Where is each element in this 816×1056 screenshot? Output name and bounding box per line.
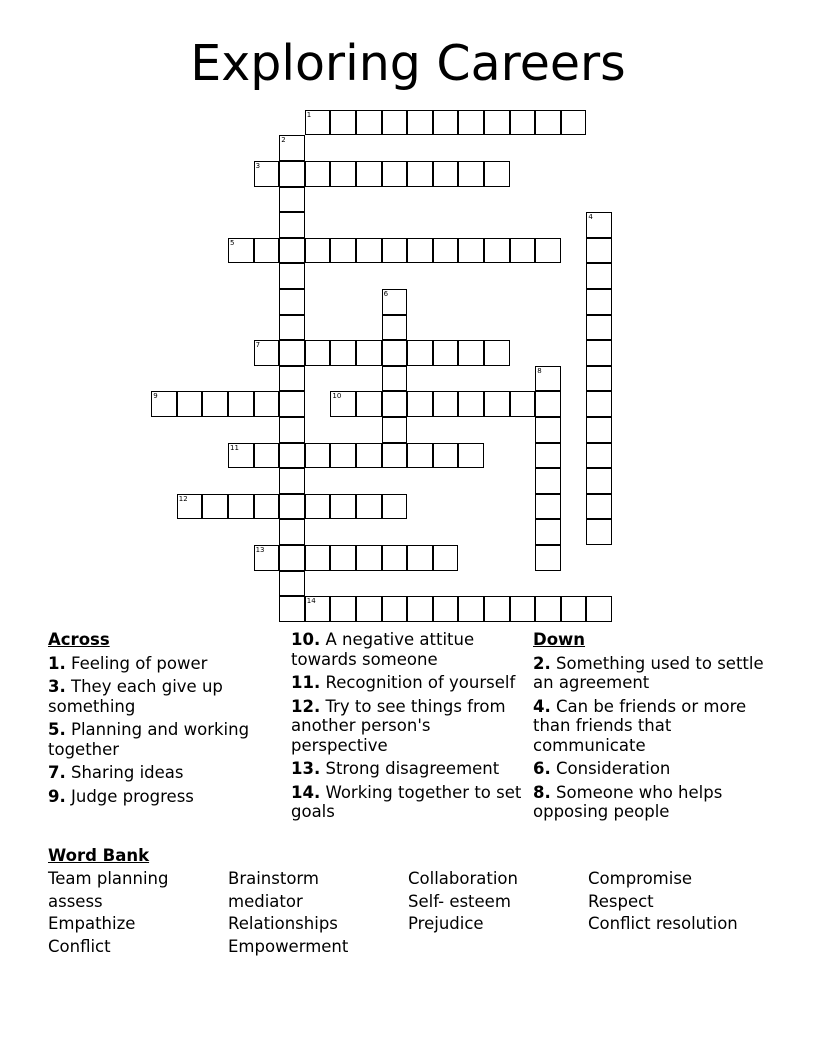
word-bank-item: Empathize (48, 914, 136, 933)
grid-cell[interactable] (356, 443, 382, 469)
grid-cell[interactable] (330, 238, 356, 264)
clue-number: 9 (153, 392, 158, 401)
clue-number: 11 (230, 443, 239, 452)
grid-cell[interactable] (586, 468, 612, 494)
grid-cell[interactable] (484, 596, 510, 622)
grid-cell[interactable] (535, 545, 561, 571)
clue-number: 8 (537, 366, 542, 375)
clue-down-2: 2. Something used to settle an agreement (533, 653, 764, 692)
grid-cell[interactable] (305, 596, 331, 622)
word-bank-item: Empowerment (228, 937, 349, 956)
grid-cell[interactable] (535, 596, 561, 622)
grid-cell[interactable] (305, 443, 331, 469)
grid-cell[interactable] (177, 494, 203, 520)
grid-cell[interactable] (279, 135, 305, 161)
across-clues-continued (291, 630, 523, 826)
grid-cell[interactable] (279, 545, 305, 571)
grid-cell[interactable] (535, 366, 561, 392)
grid-cell[interactable] (433, 443, 459, 469)
clue-down-8: 8. Someone who helps opposing people (533, 782, 723, 821)
grid-cell[interactable] (254, 238, 280, 264)
grid-cell[interactable] (510, 596, 536, 622)
grid-cell[interactable] (382, 110, 408, 136)
across-clues (48, 630, 278, 810)
word-bank-item: Relationships (228, 914, 338, 933)
clue-across-5: 5. Planning and working together (48, 720, 250, 759)
grid-cell[interactable] (279, 596, 305, 622)
grid-cell[interactable] (561, 596, 587, 622)
clue-across-11: 11. Recognition of yourself (291, 673, 516, 692)
grid-cell[interactable] (561, 110, 587, 136)
grid-cell[interactable] (382, 238, 408, 264)
grid-cell[interactable] (382, 417, 408, 443)
grid-cell[interactable] (279, 238, 305, 264)
grid-cell[interactable] (279, 443, 305, 469)
grid-cell[interactable] (254, 161, 280, 187)
clue-number: 14 (306, 597, 316, 606)
grid-cell[interactable] (407, 443, 433, 469)
clue-number: 2 (281, 136, 286, 145)
grid-cell[interactable] (305, 545, 331, 571)
word-bank-item: Compromise (588, 869, 693, 888)
grid-cell[interactable] (382, 596, 408, 622)
grid-cell[interactable] (254, 443, 280, 469)
grid-cell[interactable] (586, 212, 612, 238)
grid-cell[interactable] (279, 315, 305, 341)
grid-cell[interactable] (586, 443, 612, 469)
grid-cell[interactable] (535, 417, 561, 443)
grid-cell[interactable] (484, 161, 510, 187)
grid-cell[interactable] (586, 391, 612, 417)
clue-number: 12 (178, 494, 188, 503)
grid-cell[interactable] (407, 545, 433, 571)
grid-cell[interactable] (586, 289, 612, 315)
grid-cell[interactable] (330, 391, 356, 417)
grid-cell[interactable] (279, 494, 305, 520)
grid-cell[interactable] (510, 391, 536, 417)
grid-cell[interactable] (202, 494, 228, 520)
grid-cell[interactable] (407, 340, 433, 366)
grid-cell[interactable] (382, 443, 408, 469)
clue-across-12: 12. Try to see things from another person's perspective (291, 696, 506, 755)
grid-cell[interactable] (228, 391, 254, 417)
grid-cell[interactable] (279, 263, 305, 289)
grid-cell[interactable] (305, 340, 331, 366)
down-heading: Down (533, 630, 586, 649)
clue-across-10: 10. A negative attitue towards someone (291, 630, 475, 669)
grid-cell[interactable] (586, 494, 612, 520)
grid-cell[interactable] (356, 340, 382, 366)
grid-cell[interactable] (279, 366, 305, 392)
grid-cell[interactable] (228, 494, 254, 520)
grid-cell[interactable] (356, 110, 382, 136)
grid-cell[interactable] (356, 161, 382, 187)
clue-across-14: 14. Working together to set goals (291, 782, 522, 821)
across-heading: Across (48, 630, 110, 649)
grid-cell[interactable] (330, 596, 356, 622)
grid-cell[interactable] (279, 571, 305, 597)
grid-cell[interactable] (330, 545, 356, 571)
grid-cell[interactable] (433, 238, 459, 264)
grid-cell[interactable] (382, 545, 408, 571)
word-bank-item: Conflict resolution (588, 914, 738, 933)
grid-cell[interactable] (305, 494, 331, 520)
grid-cell[interactable] (484, 340, 510, 366)
clue-number: 10 (332, 392, 342, 401)
grid-cell[interactable] (458, 340, 484, 366)
word-bank-item: Prejudice (408, 914, 484, 933)
grid-cell[interactable] (330, 494, 356, 520)
page-title: Exploring Careers (190, 35, 626, 92)
grid-cell[interactable] (305, 110, 331, 136)
grid-cell[interactable] (586, 596, 612, 622)
clue-number: 6 (383, 290, 389, 298)
grid-cell[interactable] (279, 212, 305, 238)
grid-cell[interactable] (202, 391, 228, 417)
clue-down-6: 6. Consideration (533, 759, 671, 778)
grid-cell[interactable] (356, 391, 382, 417)
grid-cell[interactable] (535, 494, 561, 520)
grid-cell[interactable] (382, 315, 408, 341)
grid-cell[interactable] (330, 110, 356, 136)
grid-cell[interactable] (382, 340, 408, 366)
grid-cell[interactable] (586, 263, 612, 289)
grid-cell[interactable] (356, 238, 382, 264)
grid-cell[interactable] (433, 340, 459, 366)
clue-number: 4 (588, 213, 593, 222)
grid-cell[interactable] (382, 366, 408, 392)
grid-cell[interactable] (254, 391, 280, 417)
grid-cell[interactable] (586, 417, 612, 443)
grid-cell[interactable] (151, 391, 177, 417)
grid-cell[interactable] (407, 391, 433, 417)
clue-number: 1 (306, 110, 312, 119)
word-bank-item: Brainstorm (228, 869, 319, 888)
word-bank-heading: Word Bank (48, 846, 150, 865)
grid-cell[interactable] (279, 289, 305, 315)
grid-cell[interactable] (458, 110, 484, 136)
grid-cell[interactable] (458, 596, 484, 622)
word-bank-item: Collaboration (408, 869, 518, 888)
grid-cell[interactable] (586, 519, 612, 545)
grid-cell[interactable] (305, 161, 331, 187)
grid-cell[interactable] (510, 110, 536, 136)
grid-cell[interactable] (254, 340, 280, 366)
grid-cell[interactable] (279, 340, 305, 366)
grid-cell[interactable] (305, 238, 331, 264)
grid-cell[interactable] (330, 161, 356, 187)
grid-cell[interactable] (279, 161, 305, 187)
clue-number: 3 (255, 162, 261, 170)
grid-cell[interactable] (407, 238, 433, 264)
grid-cell[interactable] (433, 391, 459, 417)
clue-across-9: 9. Judge progress (48, 786, 194, 806)
word-bank-item: Team planning (48, 869, 169, 888)
grid-cell[interactable] (254, 494, 280, 520)
clue-across-1: 1. Feeling of power (48, 653, 208, 673)
grid-cell[interactable] (433, 161, 459, 187)
grid-cell[interactable] (586, 366, 612, 392)
grid-cell[interactable] (407, 161, 433, 187)
grid-cell[interactable] (458, 238, 484, 264)
grid-cell[interactable] (279, 417, 305, 443)
grid-cell[interactable] (484, 110, 510, 136)
grid-cell[interactable] (254, 545, 280, 571)
grid-cell[interactable] (356, 545, 382, 571)
word-bank-item: Respect (588, 892, 654, 911)
grid-cell[interactable] (586, 340, 612, 366)
grid-cell[interactable] (484, 391, 510, 417)
grid-cell[interactable] (510, 238, 536, 264)
down-clues (533, 630, 773, 826)
grid-cell[interactable] (279, 519, 305, 545)
grid-cell[interactable] (279, 468, 305, 494)
grid-cell[interactable] (407, 110, 433, 136)
grid-cell[interactable] (458, 161, 484, 187)
grid-cell[interactable] (535, 391, 561, 417)
word-bank-item: assess (48, 892, 103, 911)
grid-cell[interactable] (535, 519, 561, 545)
grid-cell[interactable] (535, 238, 561, 264)
grid-cell[interactable] (433, 596, 459, 622)
grid-cell[interactable] (382, 289, 408, 315)
grid-cell[interactable] (330, 443, 356, 469)
grid-cell[interactable] (458, 443, 484, 469)
grid-cell[interactable] (535, 443, 561, 469)
grid-cell[interactable] (279, 391, 305, 417)
grid-cell[interactable] (279, 187, 305, 213)
grid-cell[interactable] (177, 391, 203, 417)
clue-number: 13 (255, 546, 265, 554)
word-bank-item: Conflict (48, 937, 111, 956)
grid-cell[interactable] (586, 238, 612, 264)
grid-cell[interactable] (382, 494, 408, 520)
clue-down-4: 4. Can be friends or more than friends that communicate (533, 696, 747, 755)
grid-cell[interactable] (382, 391, 408, 417)
grid-cell[interactable] (458, 391, 484, 417)
grid-cell[interactable] (356, 596, 382, 622)
grid-cell[interactable] (535, 468, 561, 494)
word-bank-item: Self- esteem (408, 892, 511, 911)
grid-cell[interactable] (433, 110, 459, 136)
grid-cell[interactable] (586, 315, 612, 341)
clue-across-13: 13. Strong disagreement (291, 759, 500, 778)
word-bank-item: mediator (228, 892, 303, 911)
grid-cell[interactable] (330, 340, 356, 366)
grid-cell[interactable] (484, 238, 510, 264)
clue-across-7: 7. Sharing ideas (48, 763, 184, 782)
grid-cell[interactable] (407, 596, 433, 622)
grid-cell[interactable] (433, 545, 459, 571)
grid-cell[interactable] (535, 110, 561, 136)
grid-cell[interactable] (356, 494, 382, 520)
clue-across-3: 3. They each give up something (48, 677, 223, 716)
grid-cell[interactable] (228, 238, 254, 264)
clue-number: 7 (255, 341, 261, 350)
grid-cell[interactable] (228, 443, 254, 469)
grid-cell[interactable] (382, 161, 408, 187)
clue-number: 5 (230, 238, 235, 247)
